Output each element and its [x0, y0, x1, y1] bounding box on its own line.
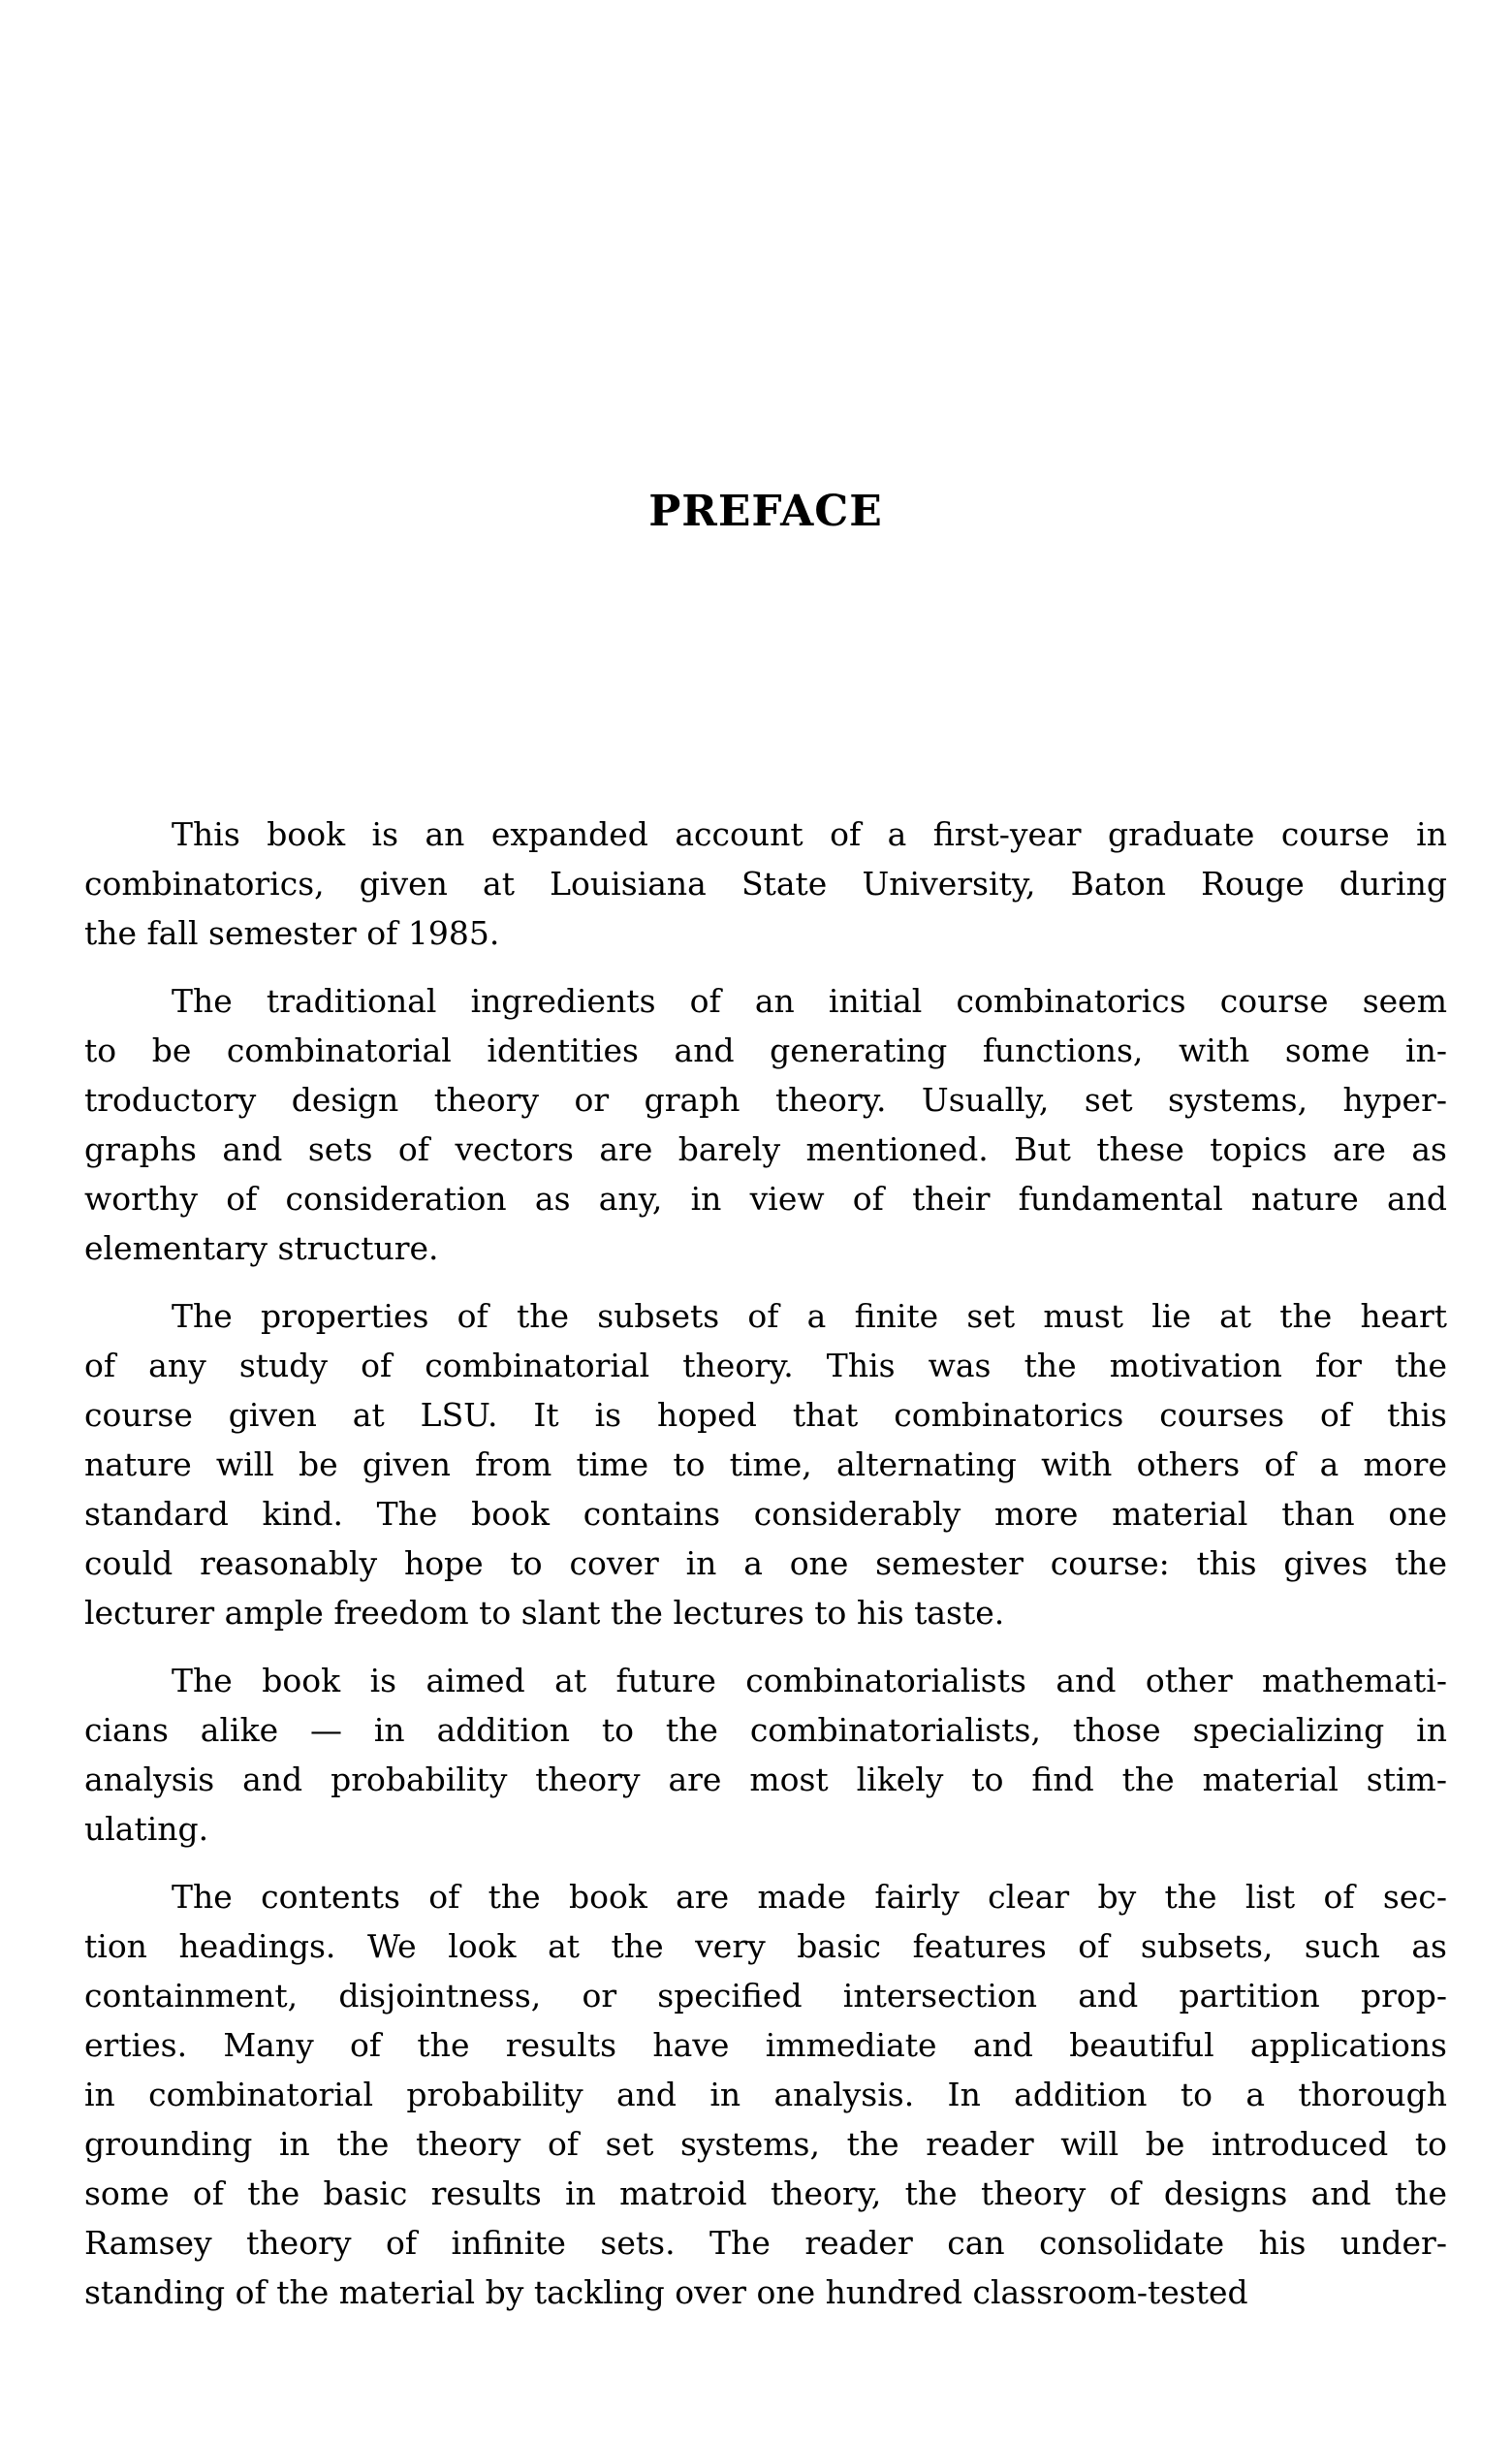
text-line: cians alike — in addition to the combinatorialists, those specializing in	[84, 1711, 1447, 1749]
text-line: to be combinatorial identities and generating functions, with some in-	[84, 1031, 1447, 1069]
text-line: tion headings. We look at the very basic features of subsets, such as	[84, 1927, 1447, 1965]
text-line: worthy of consideration as any, in view of their fundamental nature and	[84, 1180, 1447, 1218]
text-line: Ramsey theory of infinite sets. The reader can consolidate his under-	[84, 2224, 1447, 2262]
text-line: ulating.	[84, 1810, 209, 1848]
text-line: troductory design theory or graph theory. Usually, set systems, hyper-	[84, 1081, 1447, 1119]
text-line: some of the basic results in matroid theory, the theory of designs and the	[84, 2174, 1447, 2212]
text-line: containment, disjointness, or specified intersection and partition prop-	[84, 1977, 1447, 2015]
text-line: The contents of the book are made fairly clear by the list of sec-	[172, 1878, 1447, 1916]
text-line: of any study of combinatorial theory. This was the motivation for the	[84, 1347, 1447, 1384]
paragraph	[84, 1291, 1447, 1637]
text-line: in combinatorial probability and in analysis. In addition to a thorough	[84, 2076, 1447, 2113]
text-line: standard kind. The book contains considerably more material than one	[84, 1495, 1447, 1533]
text-line: elementary structure.	[84, 1229, 439, 1267]
text-line: lecturer ample freedom to slant the lectures to his taste.	[84, 1594, 1005, 1632]
text-line: The traditional ingredients of an initial combinatorics course seem	[172, 982, 1447, 1020]
text-line: grounding in the theory of set systems, the reader will be introduced to	[84, 2125, 1447, 2163]
text-line: standing of the material by tackling over one hundred classroom-tested	[84, 2273, 1248, 2311]
text-line: The book is aimed at future combinatorialists and other mathemati-	[172, 1662, 1447, 1699]
text-line: graphs and sets of vectors are barely mentioned. But these topics are as	[84, 1130, 1447, 1168]
text-line: The properties of the subsets of a finite set must lie at the heart	[172, 1297, 1447, 1335]
paragraph	[84, 809, 1447, 958]
text-line: This book is an expanded account of a first-year graduate course in	[172, 815, 1447, 853]
text-line: nature will be given from time to time, alternating with others of a more	[84, 1445, 1447, 1483]
text-line: analysis and probability theory are most likely to find the material stim-	[84, 1761, 1447, 1798]
text-line: could reasonably hope to cover in a one semester course: this gives the	[84, 1544, 1447, 1582]
paragraph	[84, 1872, 1447, 2317]
text-line: course given at LSU. It is hoped that combinatorics courses of this	[84, 1396, 1447, 1434]
text-line: erties. Many of the results have immediate and beautiful applications	[84, 2026, 1447, 2064]
preface-body	[84, 809, 1447, 2317]
page-title: PREFACE	[648, 487, 883, 536]
text-line: combinatorics, given at Louisiana State University, Baton Rouge during	[84, 865, 1447, 903]
paragraph	[84, 976, 1447, 1273]
text-line: the fall semester of 1985.	[84, 914, 500, 952]
paragraph	[84, 1656, 1447, 1854]
